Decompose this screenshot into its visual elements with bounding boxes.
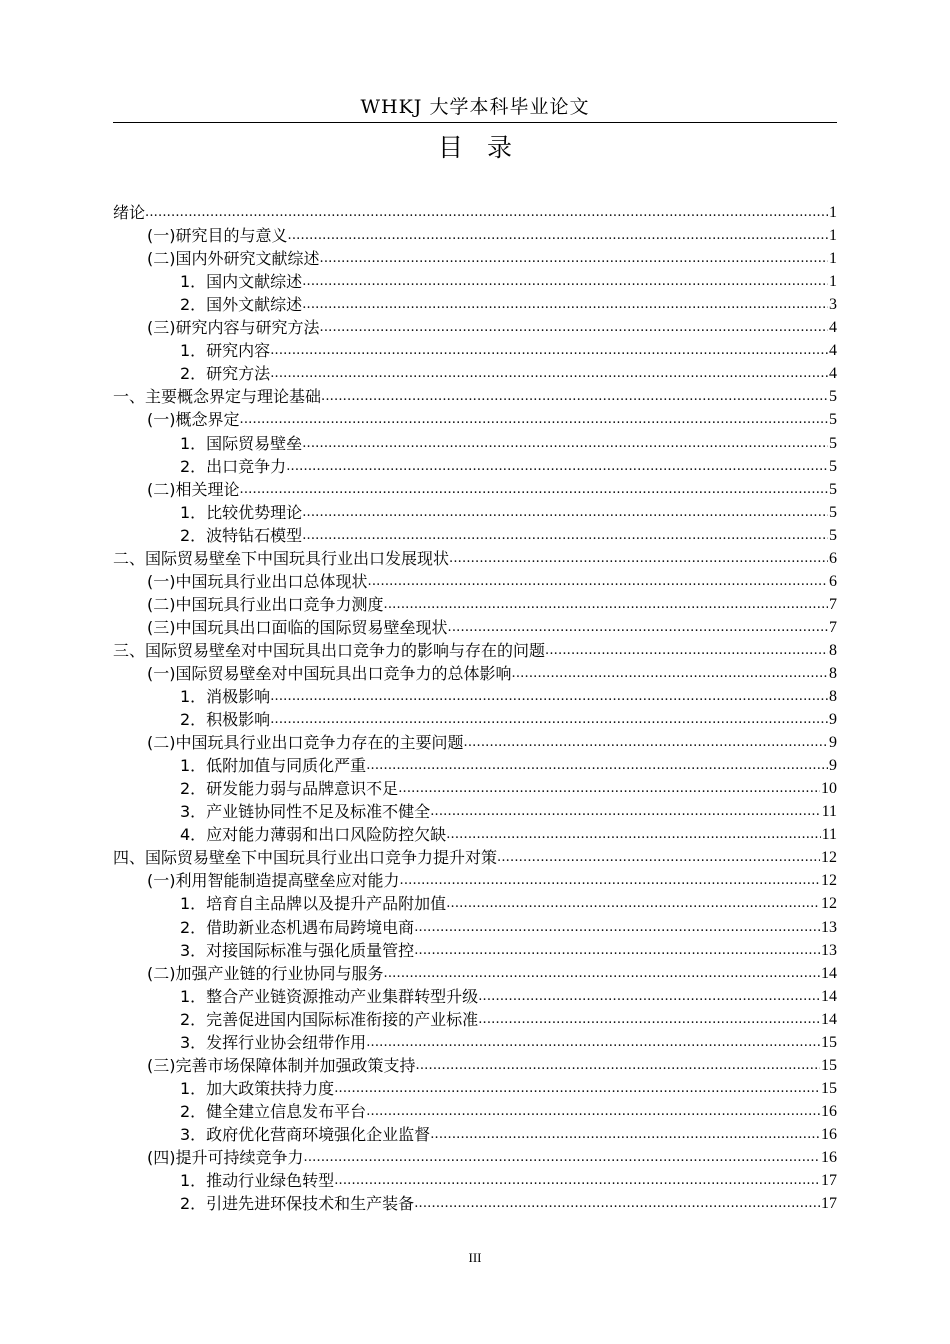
toc-entry-label: 3．对接国际标准与强化质量管控 — [180, 940, 415, 960]
toc-entry-page: 5 — [829, 388, 837, 406]
toc-leader-dots — [240, 410, 829, 430]
toc-leader-dots — [366, 1102, 820, 1122]
toc-entry[interactable] — [113, 223, 837, 246]
toc-leader-dots — [240, 480, 829, 500]
toc-entry-page: 7 — [829, 595, 837, 613]
toc-entry[interactable] — [113, 868, 837, 891]
toc-entry-page: 6 — [829, 572, 837, 590]
toc-leader-dots — [384, 964, 821, 984]
toc-entry-label: 3．发挥行业协会纽带作用 — [180, 1032, 367, 1052]
toc-entry-label: (四)提升可持续竞争力 — [147, 1147, 304, 1167]
toc-entry-page: 14 — [821, 987, 837, 1005]
toc-entry-label: 一、主要概念界定与理论基础 — [113, 387, 322, 407]
toc-entry[interactable] — [113, 454, 837, 477]
toc-leader-dots — [446, 825, 820, 845]
toc-entry-label: 2．健全建立信息发布平台 — [180, 1101, 367, 1121]
toc-leader-dots — [366, 1033, 820, 1053]
toc-leader-dots — [270, 687, 828, 707]
toc-entry-page: 14 — [821, 1010, 837, 1028]
toc-leader-dots — [302, 503, 828, 523]
toc-entry[interactable] — [113, 500, 837, 523]
toc-leader-dots — [302, 434, 828, 454]
toc-leader-dots — [145, 203, 828, 223]
toc-entry-page: 4 — [829, 342, 837, 360]
toc-entry[interactable] — [113, 361, 837, 384]
toc-entry[interactable] — [113, 1145, 837, 1168]
toc-entry-label: (一)中国玩具行业出口总体现状 — [147, 571, 368, 591]
toc-entry[interactable] — [113, 684, 837, 707]
toc-entry-label: 绪论 — [113, 203, 146, 223]
toc-entry-page: 16 — [821, 1148, 837, 1166]
toc-entry-label: 1．研究内容 — [180, 341, 271, 361]
toc-entry-page: 1 — [829, 204, 837, 222]
toc-leader-dots — [512, 664, 829, 684]
toc-entry[interactable] — [113, 477, 837, 500]
toc-entry[interactable] — [113, 200, 837, 223]
toc-entry-page: 17 — [821, 1172, 837, 1190]
toc-entry[interactable] — [113, 845, 837, 868]
toc-leader-dots — [270, 710, 828, 730]
toc-leader-dots — [302, 272, 828, 292]
toc-leader-dots — [320, 249, 829, 269]
toc-entry-page: 10 — [821, 780, 837, 798]
toc-entry[interactable] — [113, 1007, 837, 1030]
toc-entry[interactable] — [113, 315, 837, 338]
toc-entry-label: 1．加大政策扶持力度 — [180, 1078, 335, 1098]
page-number: III — [468, 1250, 482, 1265]
toc-entry[interactable] — [113, 1191, 837, 1214]
toc-entry-label: 四、国际贸易壁垒下中国玩具行业出口竞争力提升对策 — [113, 848, 498, 868]
toc-entry[interactable] — [113, 292, 837, 315]
toc-entry-label: 4．应对能力薄弱和出口风险防控欠缺 — [180, 825, 447, 845]
toc-entry-label: 2．波特钻石模型 — [180, 525, 303, 545]
toc-entry-label: (三)中国玩具出口面临的国际贸易壁垒现状 — [147, 617, 448, 637]
toc-leader-dots — [414, 1194, 820, 1214]
toc-entry[interactable] — [113, 938, 837, 961]
toc-entry-page: 15 — [821, 1033, 837, 1051]
toc-entry[interactable] — [113, 914, 837, 937]
toc-leader-dots — [286, 457, 828, 477]
toc-leader-dots — [304, 1148, 821, 1168]
toc-entry-label: (二)相关理论 — [147, 479, 240, 499]
toc-entry-label: 1．培育自主品牌以及提升产品附加值 — [180, 894, 447, 914]
toc-entry-label: (一)国际贸易壁垒对中国玩具出口竞争力的总体影响 — [147, 663, 512, 683]
table-of-contents — [113, 200, 837, 1214]
toc-entry[interactable] — [113, 546, 837, 569]
toc-entry-page: 1 — [829, 227, 837, 245]
toc-entry-page: 4 — [829, 365, 837, 383]
page-header — [113, 96, 837, 123]
toc-leader-dots — [478, 1010, 820, 1030]
header-title: WHKJ 大学本科毕业论文 — [360, 96, 590, 118]
toc-entry-page: 11 — [821, 826, 837, 844]
toc-entry-page: 9 — [829, 711, 837, 729]
toc-entry-page: 7 — [829, 618, 837, 636]
toc-entry[interactable] — [113, 961, 837, 984]
toc-entry-page: 5 — [829, 526, 837, 544]
toc-entry[interactable] — [113, 753, 837, 776]
toc-entry-label: 2．积极影响 — [180, 710, 271, 730]
toc-entry[interactable] — [113, 730, 837, 753]
toc-title: 目录 — [437, 133, 536, 162]
toc-entry-label: (二)加强产业链的行业协同与服务 — [147, 963, 384, 983]
toc-entry[interactable] — [113, 1053, 837, 1076]
toc-leader-dots — [270, 341, 828, 361]
toc-entry[interactable] — [113, 799, 837, 822]
toc-entry-page: 12 — [821, 849, 837, 867]
toc-entry[interactable] — [113, 430, 837, 453]
toc-leader-dots — [478, 987, 820, 1007]
toc-entry-page: 17 — [821, 1195, 837, 1213]
toc-entry-label: (三)完善市场保障体制并加强政策支持 — [147, 1055, 416, 1075]
toc-entry-label: 3．政府优化营商环境强化企业监督 — [180, 1124, 431, 1144]
toc-entry[interactable] — [113, 338, 837, 361]
toc-leader-dots — [334, 1079, 820, 1099]
toc-leader-dots — [416, 1056, 821, 1076]
toc-entry-label: 1．消极影响 — [180, 687, 271, 707]
toc-leader-dots — [497, 848, 820, 868]
toc-entry[interactable] — [113, 1099, 837, 1122]
toc-entry[interactable] — [113, 1030, 837, 1053]
toc-entry[interactable] — [113, 1076, 837, 1099]
toc-entry-page: 12 — [821, 895, 837, 913]
toc-entry-label: 2．引进先进环保技术和生产装备 — [180, 1194, 415, 1214]
toc-leader-dots — [414, 918, 820, 938]
toc-entry-label: 1．低附加值与同质化严重 — [180, 756, 367, 776]
toc-leader-dots — [448, 618, 829, 638]
toc-entry-page: 1 — [829, 250, 837, 268]
toc-entry-label: 1．整合产业链资源推动产业集群转型升级 — [180, 986, 479, 1006]
toc-entry-page: 8 — [829, 664, 837, 682]
toc-entry-label: (一)概念界定 — [147, 410, 240, 430]
toc-entry[interactable] — [113, 569, 837, 592]
toc-entry-label: 2．研发能力弱与品牌意识不足 — [180, 779, 399, 799]
toc-entry-page: 9 — [829, 757, 837, 775]
toc-entry-label: 3．产业链协同性不足及标准不健全 — [180, 802, 431, 822]
toc-entry[interactable] — [113, 592, 837, 615]
toc-entry[interactable] — [113, 523, 837, 546]
toc-leader-dots — [366, 756, 828, 776]
toc-entry-page: 5 — [829, 457, 837, 475]
toc-entry-page: 5 — [829, 411, 837, 429]
toc-entry-page: 15 — [821, 1079, 837, 1097]
toc-entry-label: 1．国内文献综述 — [180, 272, 303, 292]
toc-leader-dots — [270, 364, 828, 384]
toc-entry-label: (二)中国玩具行业出口竞争力存在的主要问题 — [147, 733, 464, 753]
toc-entry[interactable] — [113, 615, 837, 638]
toc-entry-page: 12 — [821, 872, 837, 890]
toc-entry[interactable] — [113, 1122, 837, 1145]
toc-entry-page: 16 — [821, 1102, 837, 1120]
toc-entry[interactable] — [113, 246, 837, 269]
toc-entry-page: 13 — [821, 941, 837, 959]
toc-leader-dots — [398, 779, 820, 799]
toc-entry[interactable] — [113, 891, 837, 914]
toc-entry-page: 1 — [829, 273, 837, 291]
toc-entry-page: 13 — [821, 918, 837, 936]
toc-leader-dots — [464, 733, 829, 753]
toc-entry-label: 2．借助新业态机遇布局跨境电商 — [180, 917, 415, 937]
toc-leader-dots — [321, 387, 828, 407]
toc-entry[interactable] — [113, 661, 837, 684]
toc-leader-dots — [430, 802, 820, 822]
toc-entry-label: 二、国际贸易壁垒下中国玩具行业出口发展现状 — [113, 548, 450, 568]
toc-leader-dots — [320, 318, 829, 338]
toc-entry[interactable] — [113, 707, 837, 730]
toc-entry-label: 2．研究方法 — [180, 364, 271, 384]
toc-entry-label: (一)利用智能制造提高壁垒应对能力 — [147, 871, 400, 891]
toc-leader-dots — [288, 226, 829, 246]
toc-entry-label: (一)研究目的与意义 — [147, 226, 288, 246]
toc-entry-label: 三、国际贸易壁垒对中国玩具出口竞争力的影响与存在的问题 — [113, 640, 546, 660]
toc-entry-page: 5 — [829, 503, 837, 521]
toc-entry[interactable] — [113, 384, 837, 407]
toc-entry[interactable] — [113, 407, 837, 430]
toc-leader-dots — [334, 1171, 820, 1191]
toc-entry[interactable] — [113, 1168, 837, 1191]
toc-leader-dots — [400, 871, 821, 891]
toc-leader-dots — [384, 595, 829, 615]
toc-entry-page: 5 — [829, 434, 837, 452]
toc-entry-label: 1．国际贸易壁垒 — [180, 433, 303, 453]
toc-entry-label: 1．推动行业绿色转型 — [180, 1171, 335, 1191]
toc-entry-label: (三)研究内容与研究方法 — [147, 318, 320, 338]
toc-entry[interactable] — [113, 638, 837, 661]
toc-entry-label: 2．国外文献综述 — [180, 295, 303, 315]
toc-entry-page: 9 — [829, 734, 837, 752]
toc-entry-label: (二)国内外研究文献综述 — [147, 249, 320, 269]
toc-entry-page: 8 — [829, 688, 837, 706]
toc-entry-page: 3 — [829, 296, 837, 314]
toc-leader-dots — [302, 295, 828, 315]
toc-entry-label: 1．比较优势理论 — [180, 502, 303, 522]
toc-entry[interactable] — [113, 822, 837, 845]
toc-leader-dots — [430, 1125, 820, 1145]
toc-leader-dots — [368, 572, 829, 592]
toc-entry-page: 8 — [829, 641, 837, 659]
toc-entry-page: 5 — [829, 480, 837, 498]
toc-entry-label: (二)中国玩具行业出口竞争力测度 — [147, 594, 384, 614]
toc-leader-dots — [302, 526, 828, 546]
toc-leader-dots — [414, 941, 820, 961]
toc-entry[interactable] — [113, 984, 837, 1007]
toc-leader-dots — [449, 549, 828, 569]
toc-entry-page: 14 — [821, 964, 837, 982]
toc-entry-page: 11 — [821, 803, 837, 821]
toc-entry-page: 15 — [821, 1056, 837, 1074]
toc-leader-dots — [446, 894, 820, 914]
toc-entry-page: 4 — [829, 319, 837, 337]
toc-entry-page: 16 — [821, 1125, 837, 1143]
toc-entry-label: 2．完善促进国内国际标准衔接的产业标准 — [180, 1009, 479, 1029]
toc-entry[interactable] — [113, 776, 837, 799]
toc-entry-page: 6 — [829, 549, 837, 567]
toc-leader-dots — [545, 641, 828, 661]
toc-entry[interactable] — [113, 269, 837, 292]
toc-entry-label: 2．出口竞争力 — [180, 456, 287, 476]
